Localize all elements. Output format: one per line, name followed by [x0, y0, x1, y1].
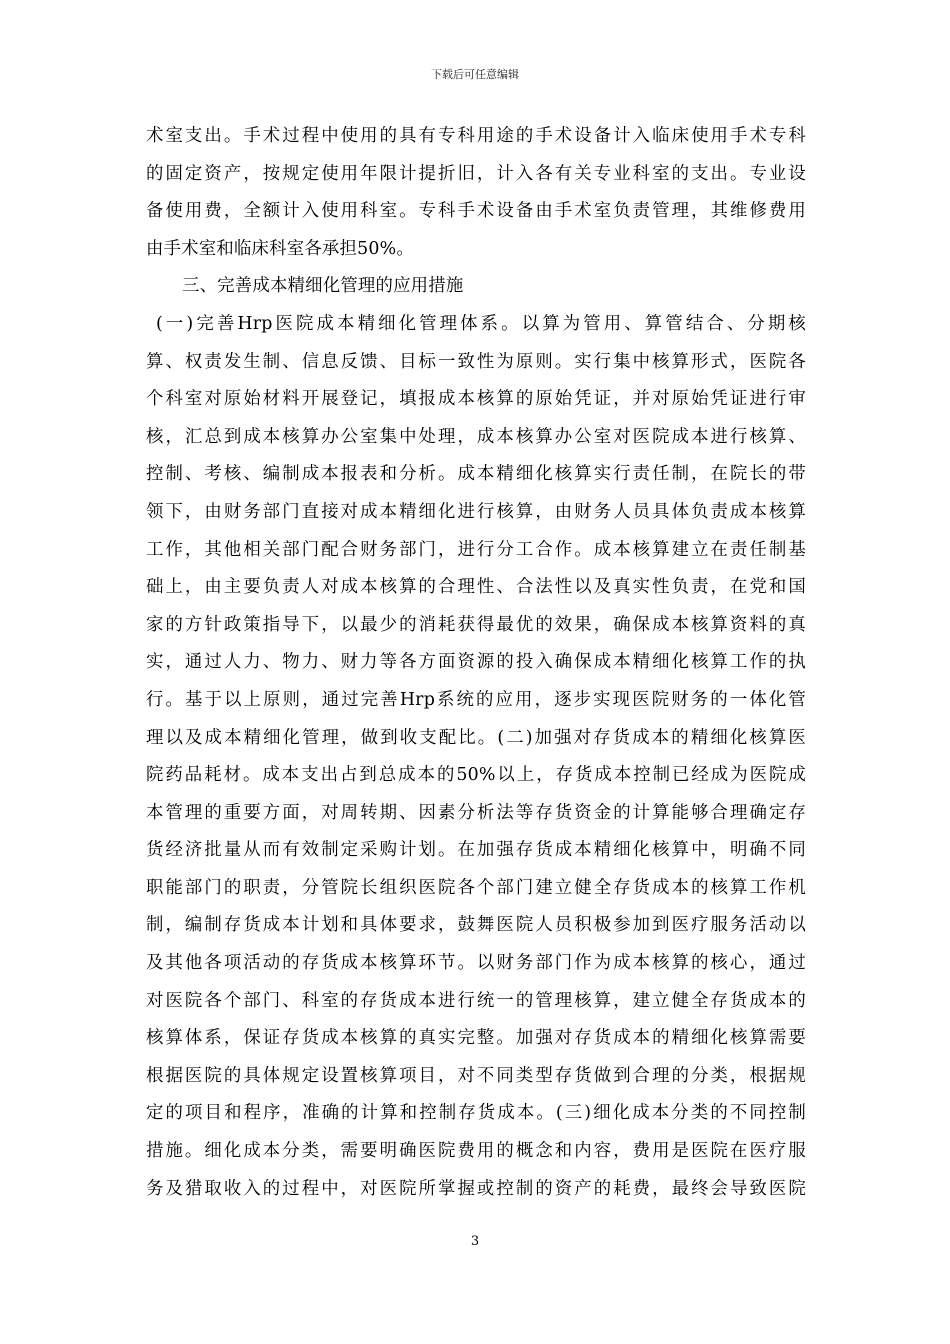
text-line: 及其他各项活动的存货成本核算环节。以财务部门作为成本核算的核心，通过: [146, 953, 806, 974]
text-line: 家的方针政策指导下，以最少的消耗获得最优的效果，确保成本核算资料的真: [146, 614, 806, 635]
text-line: 院药品耗材。成本支出占到总成本的50%以上，存货成本控制已经成为医院成: [146, 765, 806, 786]
text-line: 个科室对原始材料开展登记，填报成本核算的原始凭证，并对原始凭证进行审: [146, 389, 806, 410]
text-line: 制，编制存货成本计划和具体要求，鼓舞医院人员积极参加到医疗服务活动以: [146, 915, 806, 936]
text-line: 础上，由主要负责人对成本核算的合理性、合法性以及真实性负责，在党和国: [146, 577, 806, 598]
text-line: 理以及成本精细化管理，做到收支配比。(二)加强对存货成本的精细化核算医: [146, 727, 806, 748]
text-line: 措施。细化成本分类，需要明确医院费用的概念和内容，费用是医院在医疗服: [146, 1141, 806, 1162]
text-line: 核算体系，保证存货成本核算的真实完整。加强对存货成本的精细化核算需要: [146, 1028, 806, 1049]
text-line: 定的项目和程序，准确的计算和控制存货成本。(三)细化成本分类的不同控制: [146, 1103, 806, 1124]
text-line: 控制、考核、编制成本报表和分析。成本精细化核算实行责任制，在院长的带: [146, 464, 806, 485]
page-number: 3: [470, 1234, 480, 1249]
text-line: 术室支出。手术过程中使用的具有专科用途的手术设备计入临床使用手术专科: [146, 126, 806, 146]
text-line: 算、权责发生制、信息反馈、目标一致性为原则。实行集中核算形式，医院各: [146, 351, 806, 372]
paragraph-1: [146, 118, 806, 268]
text-line: 货经济批量从而有效制定采购计划。在加强存货成本精细化核算中，明确不同: [146, 840, 806, 861]
text-line: 本管理的重要方面，对周转期、因素分析法等存货资金的计算能够合理确定存: [146, 802, 806, 823]
text-line: 行。基于以上原则，通过完善Hrp系统的应用，逐步实现医院财务的一体化管: [146, 689, 806, 710]
text-line: 的固定资产，按规定使用年限计提折旧，计入各有关专业科室的支出。专业设: [146, 163, 806, 184]
paragraph-2: [146, 306, 806, 1208]
text-line: 核，汇总到成本核算办公室集中处理，成本核算办公室对医院成本进行核算、: [146, 426, 806, 447]
text-line: 务及猎取收入的过程中，对医院所掌握或控制的资产的耗费，最终会导致医院: [146, 1178, 806, 1199]
text-line: 职能部门的职责，分管院长组织医院各个部门建立健全存货成本的核算工作机: [146, 877, 806, 898]
text-line: 备使用费，全额计入使用科室。专科手术设备由手术室负责管理，其维修费用: [146, 201, 806, 222]
text-line: 领下，由财务部门直接对成本精细化进行核算，由财务人员具体负责成本核算: [146, 501, 806, 522]
document-body: [146, 118, 806, 1208]
text-line: 由手术室和临床科室各承担50%。: [146, 238, 414, 259]
text-line: 实，通过人力、物力、财力等各方面资源的投入确保成本精细化核算工作的执: [146, 652, 806, 673]
header-note: 下载后可任意编辑: [431, 68, 519, 81]
section-heading: 三、完善成本精细化管理的应用措施: [182, 276, 464, 297]
text-line: 工作，其他相关部门配合财务部门，进行分工合作。成本核算建立在责任制基: [146, 539, 806, 560]
text-line: 根据医院的具体规定设置核算项目，对不同类型存货做到合理的分类，根据规: [146, 1065, 806, 1086]
text-line: (一)完善Hrp医院成本精细化管理体系。以算为管用、算管结合、分期核: [156, 313, 806, 334]
text-line: 对医院各个部门、科室的存货成本进行统一的管理核算，建立健全存货成本的: [146, 990, 806, 1011]
